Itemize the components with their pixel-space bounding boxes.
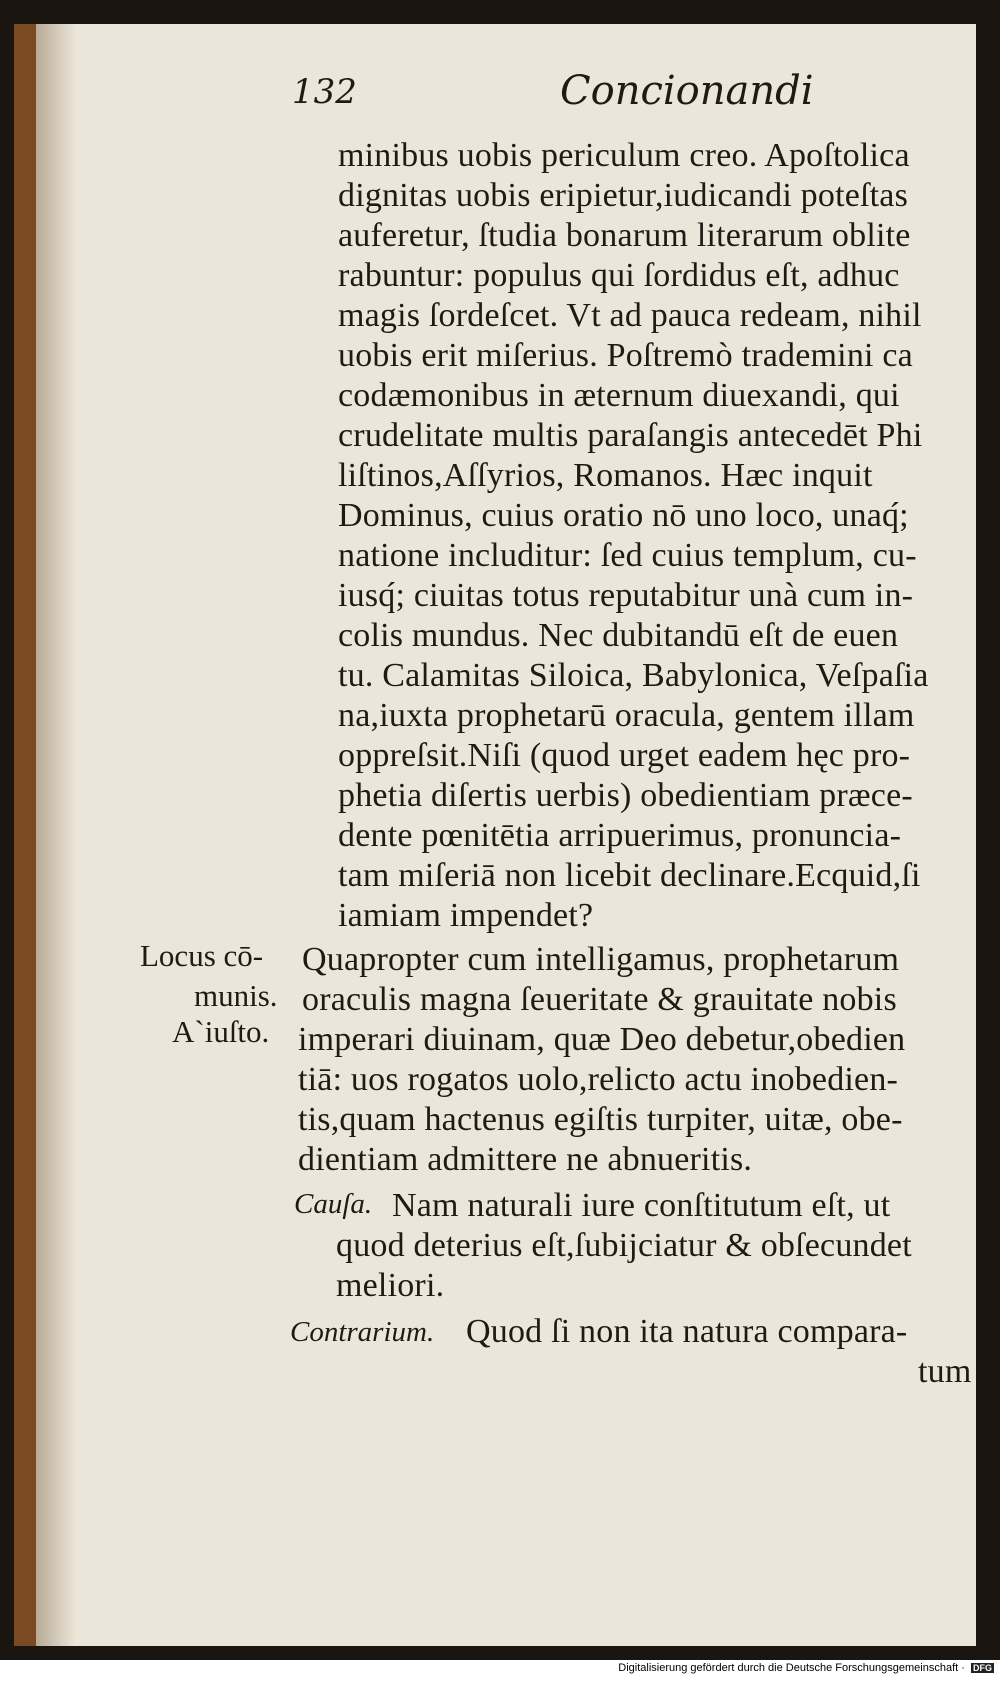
body-line: meliori. bbox=[336, 1267, 445, 1304]
body-line: liſtinos,Aſſyrios, Romanos. Hæc inquit bbox=[338, 457, 873, 494]
margin-note-locus: A`iuſto. bbox=[172, 1014, 270, 1049]
body-line: Nam naturali iure conſtitutum eſt, ut bbox=[392, 1187, 891, 1224]
contrarium-label: Contrarium. bbox=[290, 1316, 435, 1348]
body-line: rabuntur: populus qui ſordidus eſt, adhuc bbox=[338, 257, 900, 294]
credit-text: Digitalisierung gefördert durch die Deutsche Forschungsgemeinschaft · bbox=[618, 1662, 965, 1674]
body-line: tiā: uos rogatos uolo,relicto actu inobedien- bbox=[298, 1061, 899, 1098]
page-number: 132 bbox=[292, 72, 357, 112]
body-line: auferetur, ſtudia bonarum literarum oblite bbox=[338, 217, 911, 254]
body-line: dente pœnitētia arripuerimus, pronuncia- bbox=[338, 817, 902, 854]
body-line: Quod ſi non ita natura compara- bbox=[466, 1313, 908, 1350]
body-line: crudelitate multis paraſangis antecedēt Phi bbox=[338, 417, 923, 454]
body-line: imperari diuinam, quæ Deo debetur,obedien bbox=[298, 1021, 906, 1058]
body-line: Quapropter cum intelligamus, prophetarum bbox=[302, 941, 900, 978]
body-line: na,iuxta prophetarū oracula, gentem illam bbox=[338, 697, 915, 734]
body-line: dignitas uobis eripietur,iudicandi poteſtas bbox=[338, 177, 909, 214]
body-line: colis mundus. Nec dubitandū eſt de euen bbox=[338, 617, 899, 654]
dfg-logo: DFG bbox=[973, 1663, 992, 1673]
body-line: tam miſeriā non licebit declinare.Ecquid,ſi bbox=[338, 857, 921, 894]
margin-note-locus: munis. bbox=[194, 978, 278, 1013]
body-line: codæmonibus in æternum diuexandi, qui bbox=[338, 377, 900, 414]
body-line: tis,quam hactenus egiſtis turpiter, uitæ, obe- bbox=[298, 1101, 903, 1138]
body-line: oppreſsit.Niſi (quod urget eadem hęc pro- bbox=[338, 737, 911, 774]
margin-note-locus: Locus cō- bbox=[140, 938, 264, 973]
body-line: magis ſordeſcet. Vt ad pauca redeam, nihil bbox=[338, 297, 922, 334]
body-line: Dominus, cuius oratio nō uno loco, unaq́; bbox=[338, 497, 909, 534]
catchword: tum bbox=[918, 1353, 972, 1390]
body-line: quod deterius eſt,ſubijciatur & obſecundet bbox=[336, 1227, 912, 1264]
body-line: iusq́; ciuitas totus reputabitur unà cum in- bbox=[338, 577, 914, 614]
body-line: iamiam impendet? bbox=[338, 897, 594, 934]
digitization-credit bbox=[618, 1662, 994, 1680]
body-line: dientiam admittere ne abnueritis. bbox=[298, 1141, 753, 1178]
running-title: Concionandi bbox=[560, 68, 814, 114]
body-line: minibus uobis periculum creo. Apoſtolica bbox=[338, 137, 910, 174]
body-line: tu. Calamitas Siloica, Babylonica, Veſpaſia bbox=[338, 657, 929, 694]
body-line: phetia diſertis uerbis) obedientiam præce- bbox=[338, 777, 913, 814]
causa-label: Cauſa. bbox=[294, 1188, 373, 1220]
body-line: natione includitur: ſed cuius templum, cu- bbox=[338, 537, 917, 574]
page-edge-shadow bbox=[36, 24, 76, 1646]
body-line: uobis erit miſerius. Poſtremò trademini ca bbox=[338, 337, 913, 374]
body-line: oraculis magna ſeueritate & grauitate nobis bbox=[302, 981, 897, 1018]
